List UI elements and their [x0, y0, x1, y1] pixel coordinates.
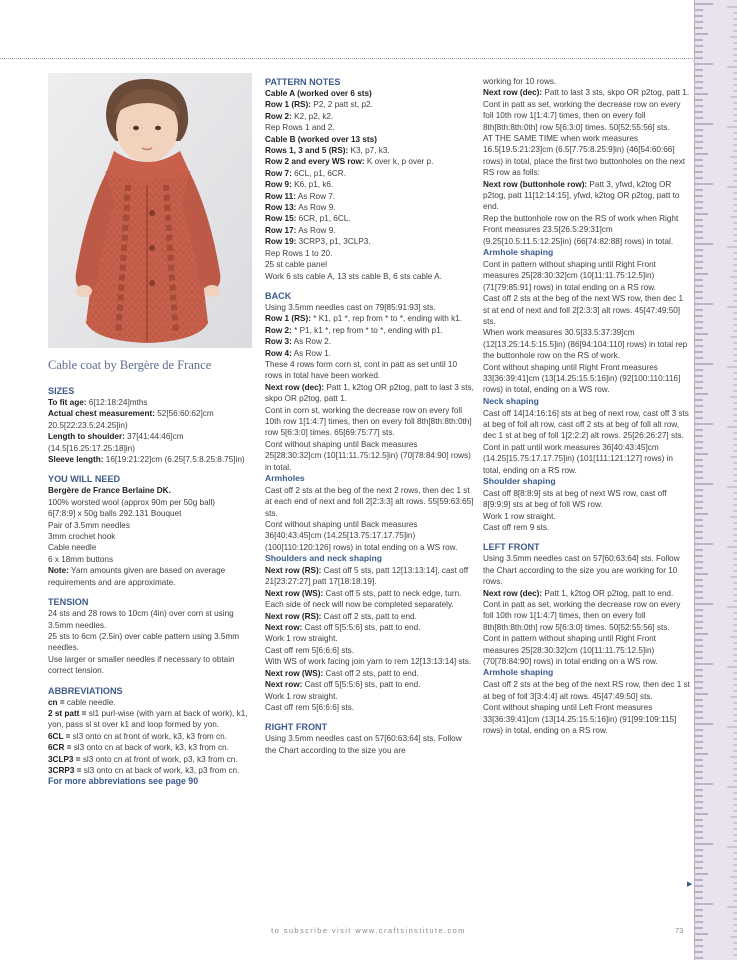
paragraph: Work 6 sts cable A, 13 sts cable B, 6 sts cable A. [265, 271, 442, 281]
subsection-heading: Armholes [265, 473, 305, 483]
pattern-line [265, 668, 475, 679]
bold-label: Cable A (worked over 6 sts) [265, 89, 372, 98]
paragraph: Cast off 2 sts at the beg of the next 2 rows, then dec 1 st at each end of next and foll 2[2:3:3] alt rows. 55[59:63:65] sts. [265, 485, 474, 518]
pattern-line [48, 431, 258, 454]
section-heading: TENSION [48, 597, 89, 608]
paragraph: Cable needle [48, 543, 97, 553]
pattern-line-label: Next row: [265, 623, 303, 633]
pattern-line-text: Cast off 5 sts, patt to neck edge, turn. [323, 588, 462, 598]
paragraph: Cont in patt until work measures 36[40:43:45]cm (14.25[15.75:17.17.75]in) (101[111:121:127] rows) in total, ending on a RS row. [483, 442, 673, 475]
pattern-line-text: Patt to last 3 sts, skpo OR p2tog, patt 1. [542, 88, 690, 98]
pattern-line [265, 145, 475, 156]
column-left [48, 385, 258, 788]
page-footer: to subscribe visit www.craftsinstitute.com [271, 926, 466, 935]
paragraph: Work 1 row straight. [265, 691, 338, 701]
bold-label: Cable B (worked over 13 sts) [265, 134, 377, 144]
paragraph: 25 st cable panel [265, 260, 327, 270]
paragraph: working for 10 rows. [483, 77, 557, 86]
pattern-line-text: As Row 7. [295, 191, 336, 201]
ruler-edge [694, 0, 737, 960]
pattern-line-text: Patt 1, k2tog OR p2tog, patt to last 3 sts, skpo OR p2tog, patt 1. [265, 382, 474, 404]
section-heading: LEFT FRONT [483, 542, 540, 553]
pattern-line [265, 588, 475, 599]
continue-arrow-icon: ▶ [687, 881, 693, 888]
paragraph: Rep the buttonhole row on the RS of work when Right Front measures 23.5[26.5:29:31]cm (9.25[10.5:11.5:12.25]in) (66[74:82:88] rows) in total. [483, 213, 679, 246]
pattern-line-text: K3, p7, k3. [348, 146, 390, 156]
pattern-line [265, 611, 475, 622]
section-heading: ABBREVIATIONS [48, 685, 123, 696]
pattern-line-text: As Row 9. [296, 203, 336, 213]
pattern-line-label: Row 2 and every WS row: [265, 157, 365, 167]
pattern-line-text: sl3 onto cn at front of work, k3, k3 from cn. [70, 731, 227, 741]
pattern-line [265, 348, 475, 359]
paragraph: Cont in corn st, working the decrease row on every foll 10th row 1[1:4:7] times, then on every foll 8th[8th:8th:0th] row 5[6:3:0] times. 65[69:75:77] sts. [265, 405, 472, 438]
pattern-line [265, 99, 475, 110]
paragraph: 24 sts and 28 rows to 10cm (4in) over corn st using 3.5mm needles. [48, 609, 234, 630]
pattern-line-label: Row 1 (RS): [265, 314, 311, 324]
pattern-line-text: K over k, p over p. [364, 157, 434, 167]
pattern-line-label: Next row (buttonhole row): [483, 179, 588, 189]
pattern-line-text: 37[41:44:46]cm (14.5[16.25:17.25:18]in) [48, 432, 184, 453]
paragraph: Cast off 2 sts at the beg of the next RS row, then dec 1 st at beg of foll 3[3:4:4] alt rows. 45[47:49:50] sts. [483, 680, 690, 701]
pattern-line-label: To fit age: [48, 398, 87, 407]
pattern-line-text: sl3 onto cn at front of work, p3, k3 from cn. [80, 754, 238, 764]
pattern-line-label: cn = [48, 697, 65, 707]
pattern-line-label: 2 st patt = [48, 708, 87, 718]
paragraph: Cont in pattern without shaping until Right Front measures 25[28:30:32]cm (10[11:11.75:12.5]in) (70[78:84:90] rows) in total ending on a WS row. [483, 634, 658, 667]
paragraph: Cont without shaping until Back measures 36[40:43:45]cm (14.25[13.75:17.17.75]in) (100[110:120:126] rows) in total ending on a WS row. [265, 520, 458, 552]
paragraph: Cont in patt as set, working the decrease row on every foll 10th row 1[1:4:7] times, then on every foll 8th[8th:8th:0th] row 5[6:3:0] times. 50[52:55:56] sts. [483, 600, 681, 632]
pattern-line [265, 156, 475, 167]
pattern-line [48, 754, 258, 765]
pattern-line-label: Row 9: [265, 180, 292, 190]
pattern-line-label: Sleeve length: [48, 455, 104, 465]
pattern-line [483, 87, 691, 98]
subsection-heading: Shoulders and neck shaping [265, 553, 382, 564]
pattern-line-label: Length to shoulder: [48, 432, 125, 442]
pattern-line-text: As Row 9. [296, 225, 336, 235]
pattern-line [265, 336, 475, 347]
paragraph: Use larger or smaller needles if necessary to obtain correct tension. [48, 654, 235, 676]
paragraph: Cast off 2 sts at the beg of the next WS row, then dec 1 st at end of next and foll 2[2:3:3] alt rows. 45[47:49:50] sts. [483, 294, 684, 326]
paragraph: Cast off 8[8:8:9] sts at beg of next WS row, cast off 8[9:9:9] sts at beg of foll WS row. [483, 488, 667, 510]
paragraph: 100% worsted wool (approx 90m per 50g ball) [48, 497, 216, 507]
pattern-line-label: Next row (RS): [265, 566, 322, 576]
pattern-line-text: 16[19:21:22]cm (6.25[7.5:8.25:8.75]in) [103, 455, 245, 465]
pattern-line-text: Patt 3, yfwd, k2tog OR p2tog, patt 11[12:14:15], yfwd, k2tog OR p2tog, patt to end. [483, 179, 680, 212]
pattern-line-text: Patt 1, k2tog OR p2tog, patt to end. [542, 588, 674, 598]
pattern-line-text: 6CR, p1, 6CL. [296, 214, 351, 224]
pattern-line-text: sl3 onto cn at back of work, k3, k3 from cn. [71, 743, 229, 753]
pattern-line [265, 236, 475, 247]
pattern-line [483, 179, 691, 213]
pattern-line-label: Row 4: [265, 348, 292, 358]
subsection-heading: Shoulder shaping [483, 476, 556, 486]
paragraph: Work 1 row straight. [265, 634, 338, 644]
pattern-line [48, 697, 258, 708]
pattern-line [48, 765, 258, 776]
pattern-line-label: Next row: [265, 680, 303, 690]
paragraph: Pair of 3.5mm needles [48, 520, 130, 530]
pattern-line [48, 485, 258, 496]
section-heading: PATTERN NOTES [265, 77, 341, 87]
pattern-line-text: 52[56:60:62]cm 20.5[22:23.5:24.25]in) [48, 409, 214, 430]
pattern-line-text: Cast off 5[5:5:6] sts, patt to end. [302, 623, 421, 633]
section-heading: YOU WILL NEED [48, 474, 121, 485]
pattern-line [48, 565, 258, 588]
more-abbreviations-link[interactable]: For more abbreviations see page 90 [48, 776, 199, 787]
pattern-line-label: Row 15: [265, 214, 297, 224]
pattern-line [48, 731, 258, 742]
pattern-line-label: Row 11: [265, 191, 296, 201]
pattern-line-text: Cast off 5 sts, patt 12[13:13:14], cast off 21[23:27:27] patt 17[18:18:19]. [265, 566, 469, 587]
pattern-line-label: Next row (WS): [265, 668, 324, 678]
pattern-line [48, 408, 258, 431]
pattern-line [265, 313, 475, 324]
paragraph: Each side of neck will now be completed separately. [265, 600, 454, 610]
paragraph: Rep Rows 1 to 20. [265, 248, 333, 258]
pattern-line-text: As Row 1. [291, 348, 331, 358]
pattern-line-text: sl3 onto cn at back of work, k3, p3 from cn. [81, 765, 240, 775]
pattern-line [265, 202, 475, 213]
pattern-line-text: cable needle. [64, 697, 116, 707]
pattern-line [483, 588, 691, 599]
pattern-line [265, 213, 475, 224]
pattern-line [265, 325, 475, 336]
pattern-line-label: Next row (WS): [265, 588, 324, 598]
pattern-line-text: K6, p1, k6. [291, 180, 334, 190]
page-number: 73 [675, 926, 684, 935]
paragraph: Rep Rows 1 and 2. [265, 123, 335, 133]
column-right [483, 76, 691, 736]
paragraph: AT THE SAME TIME when work measures 16.5[19.5:21:23]cm (6.5[7.75:8.25:9]in) (46[54:60:66] rows) in total, place the first two buttonholes on the next RS row as folls: [483, 134, 686, 178]
photo-caption: Cable coat by Bergère de France [48, 358, 212, 372]
paragraph: Cont in patt as set, working the decrease row on every foll 10th row 1[1:4:7] times, then on every foll 8th[8th:8th:0th] row 5[6:3:0] times. 50[52:55:56] sts. [483, 99, 681, 132]
column-middle [265, 76, 475, 756]
pattern-line-label: 3CLP3 = [48, 754, 81, 764]
pattern-line-text: K2, p2, k2. [291, 111, 334, 121]
pattern-line [48, 708, 258, 731]
pattern-line [265, 382, 475, 405]
paragraph: Cast off rem 5[6:6:6] sts. [265, 702, 355, 712]
pattern-line-label: Actual chest measurement: [48, 409, 155, 419]
paragraph: Using 3.5mm needles cast on 57[60:63:64] sts. Follow the Chart according to the size you are [265, 734, 462, 755]
subsection-heading: Armhole shaping [483, 667, 554, 678]
pattern-line [265, 225, 475, 236]
pattern-line-text: sl1 purl-wise (with yarn at back of work), k1, yon, pass sl st over k1 and loop formed by yon. [48, 708, 248, 730]
pattern-line-text: Yarn amounts given are based on average requirements and are approximate. [48, 566, 226, 587]
pattern-line-label: Row 7: [265, 168, 292, 178]
section-heading: SIZES [48, 386, 75, 396]
pattern-line-label: Bergère de France Berlaine DK. [48, 486, 171, 496]
paragraph: When work measures 30.5[33.5:37:39]cm (12[13.25:14.5:15.5]in) (86[94:104:110] rows) in total rep the buttonhole row on the RS of work. [483, 328, 688, 361]
pattern-line [265, 191, 475, 202]
pattern-line-text: Cast off 2 sts, patt to end. [321, 611, 417, 621]
pattern-line-label: Row 1 (RS): [265, 100, 311, 110]
pattern-line-text: * P1, k1 *, rep from * to *, ending with p1. [291, 325, 443, 335]
paragraph: Cont without shaping until Right Front measures 33[36:39:41]cm (13[14.25:15.5:16]in) (92[100:110:116] rows) in total, ending on a WS row. [483, 362, 681, 395]
paragraph: These 4 rows form corn st, cont in patt as set until 10 rows in total have been worked. [265, 359, 458, 381]
pattern-line [265, 179, 475, 190]
pattern-line-text: Cast off 5[5:5:6] sts, patt to end. [302, 680, 421, 690]
pattern-line [265, 622, 475, 633]
pattern-line-label: Next row (dec): [483, 88, 543, 98]
pattern-line-label: Row 13: [265, 203, 297, 213]
paragraph: 6[7:8:9] x 50g balls 292.131 Bouquet [48, 509, 182, 519]
pattern-line [48, 454, 258, 465]
pattern-line-text: 6CL, p1, 6CR. [291, 168, 346, 178]
subsection-heading: Neck shaping [483, 395, 539, 406]
paragraph: 3mm crochet hook [48, 532, 116, 542]
paragraph: Cast off rem 5[6:6:6] sts. [265, 645, 355, 655]
pattern-line-label: 6CR = [48, 743, 72, 753]
paragraph: Work 1 row straight. [483, 511, 556, 521]
pattern-line-label: Next row (dec): [265, 382, 325, 392]
pattern-line-label: 6CL = [48, 731, 71, 741]
paragraph: 25 sts to 6cm (2.5in) over cable pattern using 3.5mm needles. [48, 631, 240, 653]
paragraph: Cast off rem 9 sts. [483, 523, 550, 533]
subsection-heading: Armhole shaping [483, 247, 554, 258]
pattern-line [265, 565, 475, 588]
paragraph: Cont without shaping until Left Front measures 33[36:39:41]cm (13[14.25:15.5:16]in) (91[99:109:115] rows) in total, ending on a RS row. [483, 703, 677, 735]
pattern-line-label: 3CRP3 = [48, 765, 82, 775]
paragraph: Cont without shaping until Back measures 25[28:30:32]cm (10[11:11.75:12.5]in) (70[78:84:90] rows) in total. [265, 439, 471, 472]
section-heading: BACK [265, 290, 292, 301]
pattern-line-text: 3CRP3, p1, 3CLP3. [296, 237, 371, 247]
pattern-line-text: P2, 2 patt st, p2. [310, 100, 373, 110]
pattern-line [265, 111, 475, 122]
pattern-line-label: Rows 1, 3 and 5 (RS): [265, 146, 349, 156]
pattern-line-text: 6[12:18:24]mths [86, 398, 148, 407]
paragraph: Cont in pattern without shaping until Right Front measures 25[28:30:32]cm (10[11:11.75:12.5]in) (71[79:85:91] rows) in total ending on a RS row. [483, 259, 656, 292]
paragraph: With WS of work facing join yarn to rem 12[13:13:14] sts. [265, 657, 472, 667]
pattern-line [48, 397, 258, 408]
pattern-line-label: Row 2: [265, 111, 292, 121]
pattern-line-label: Row 19: [265, 237, 297, 247]
section-heading: RIGHT FRONT [265, 722, 328, 733]
pattern-line [265, 168, 475, 179]
pattern-line-label: Next row (dec): [483, 588, 543, 598]
pattern-line-text: * K1, p1 *, rep from * to *, ending with k1. [310, 314, 463, 324]
paragraph: Cast off 14[14:16:16] sts at beg of next row, cast off 3 sts at beg of foll alt row, cast off 2 sts at beg of foll alt row, dec 1 st at beg of foll 1[2:2:2] alt rows. 25[26:26:27] sts. [483, 408, 689, 441]
dotted-divider [0, 58, 695, 59]
pattern-line-text: Cast off 2 sts, patt to end. [323, 668, 419, 678]
pattern-line-label: Note: [48, 566, 69, 576]
coat-photo [48, 73, 252, 348]
pattern-line [48, 742, 258, 753]
pattern-line-text: As Row 2. [291, 337, 331, 347]
pattern-line-label: Row 17: [265, 225, 297, 235]
pattern-line-label: Row 3: [265, 337, 292, 347]
paragraph: 6 x 18mm buttons [48, 554, 114, 564]
pattern-line-label: Row 2: [265, 325, 292, 335]
paragraph: Using 3.5mm needles cast on 57[60:63:64] sts. Follow the Chart according to the size you are working for 10 rows. [483, 554, 680, 587]
paragraph: Using 3.5mm needles cast on 79[85:91:93] sts. [265, 302, 436, 312]
pattern-line-label: Next row (RS): [265, 611, 322, 621]
pattern-line [265, 679, 475, 690]
